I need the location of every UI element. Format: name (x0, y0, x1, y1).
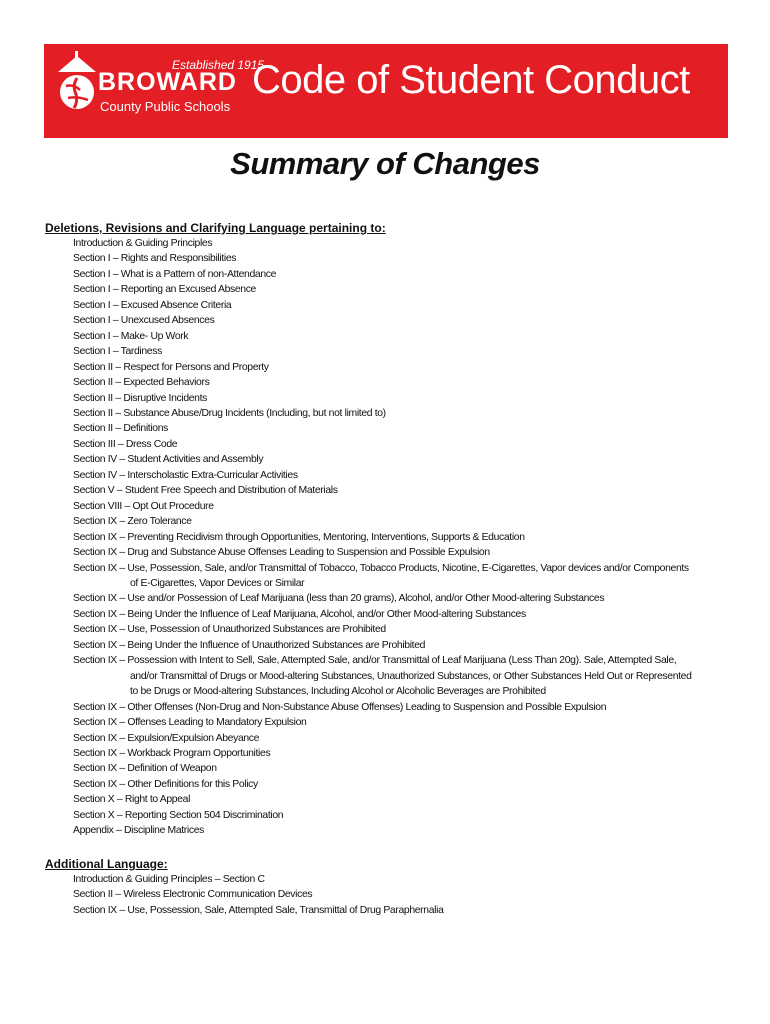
list-item-text: Section IX – Use, Possession, Sale, Attempted Sale, Transmittal of Drug Paraphernalia (73, 904, 444, 916)
list-item (73, 561, 733, 592)
list-item (73, 715, 733, 730)
page-title: Summary of Changes (230, 146, 540, 181)
list-item-text: Section IV – Student Activities and Assembly (73, 454, 264, 466)
list-item (73, 607, 733, 622)
list-item-text: Section X – Right to Appeal (73, 794, 191, 806)
list-item-text: Section I – Unexcused Absences (73, 315, 215, 327)
list-item (73, 808, 733, 823)
list-item-text: Section II – Expected Behaviors (73, 377, 210, 389)
list-item (73, 267, 733, 282)
list-item (73, 298, 733, 313)
list-item-text: Section X – Reporting Section 504 Discrimination (73, 809, 284, 821)
list-item-text: Introduction & Guiding Principles – Section C (73, 874, 265, 885)
list-item-text: Section II – Respect for Persons and Property (73, 361, 269, 373)
list-item-text: Section IX – Workback Program Opportunities (73, 747, 271, 759)
list-item-text: Section I – What is a Pattern of non-Attendance (73, 268, 277, 280)
list-item (73, 545, 733, 560)
list-item-text: Section IX – Definition of Weapon (73, 763, 217, 775)
list-item-text: Section IX – Use and/or Possession of Leaf Marijuana (less than 20 grams), Alcohol, and/or Other Mood-altering Substances (73, 593, 605, 605)
list-item-text: Section I – Tardiness (73, 346, 162, 358)
list-item-continuation: of E-Cigarettes, Vapor Devices or Similar (130, 577, 305, 589)
list-item (73, 251, 733, 266)
school-house-icon (54, 50, 100, 116)
list-item-text: Section IX – Use, Possession, Sale, and/or Transmittal of Tobacco, Tobacco Products, Nicotine, E-Cigarettes, Vapor devices and/or Components (73, 562, 689, 574)
list-item-text: Section II – Wireless Electronic Communication Devices (73, 889, 313, 901)
list-item (73, 653, 733, 699)
list-item-continuation: to be Drugs or Mood-altering Substances, Including Alcohol or Alcoholic Beverages are Prohibited (130, 686, 546, 698)
list-item-text: Section IX – Being Under the Influence of Unauthorized Substances are Prohibited (73, 639, 426, 651)
list-item-text: Section IX – Offenses Leading to Mandatory Expulsion (73, 717, 307, 729)
list-item (73, 483, 733, 498)
list-item (73, 792, 733, 807)
list-item-text: Section IX – Use, Possession of Unauthorized Substances are Prohibited (73, 624, 386, 636)
revisions-list (73, 236, 733, 839)
list-item (73, 700, 733, 715)
section-heading-revisions: Deletions, Revisions and Clarifying Language pertaining to: (45, 221, 386, 235)
list-item-text: Section I – Reporting an Excused Absence (73, 284, 256, 296)
list-item-text: Section IX – Other Definitions for this Policy (73, 778, 258, 790)
list-item (73, 731, 733, 746)
list-item-text: Section IX – Other Offenses (Non-Drug and Non-Substance Abuse Offenses) Leading to Suspension and Possible Expulsion (73, 701, 607, 713)
list-item-text: Section IX – Possession with Intent to Sell, Sale, Attempted Sale, and/or Transmittal of Leaf Marijuana (Less Than 20g). Sale, Attempted Sale, (73, 655, 677, 667)
list-item (73, 591, 733, 606)
list-item-text: Section VIII – Opt Out Procedure (73, 500, 214, 512)
list-item (73, 236, 733, 251)
list-item (73, 468, 733, 483)
list-item-text: Section I – Make- Up Work (73, 330, 189, 342)
list-item-text: Section IX – Expulsion/Expulsion Abeyance (73, 732, 260, 744)
list-item (73, 406, 733, 421)
list-item (73, 313, 733, 328)
list-item (73, 421, 733, 436)
list-item-text: Section IX – Preventing Recidivism through Opportunities, Mentoring, Interventions, Supports & Education (73, 531, 525, 543)
list-item (73, 777, 733, 792)
list-item (73, 887, 733, 902)
list-item (73, 823, 733, 838)
logo-name: BROWARD (98, 68, 237, 96)
list-item (73, 360, 733, 375)
list-item (73, 903, 733, 918)
list-item-text: Section II – Disruptive Incidents (73, 392, 207, 404)
list-item-text: Section I – Rights and Responsibilities (73, 253, 237, 265)
list-item (73, 375, 733, 390)
list-item-text: Section IX – Being Under the Influence of Leaf Marijuana, Alcohol, and/or Other Mood-altering Substances (73, 608, 526, 620)
list-item (73, 746, 733, 761)
broward-logo (54, 50, 265, 116)
list-item (73, 638, 733, 653)
additional-language-list (73, 872, 733, 918)
list-item (73, 329, 733, 344)
list-item-text: Section I – Excused Absence Criteria (73, 299, 232, 311)
list-item (73, 452, 733, 467)
list-item-text: Section IX – Drug and Substance Abuse Offenses Leading to Suspension and Possible Expulsion (73, 547, 490, 559)
logo-established-text: Established 1915 (172, 58, 265, 72)
list-item (73, 282, 733, 297)
list-item (73, 437, 733, 452)
list-item-text: Section III – Dress Code (73, 438, 178, 450)
logo-subtitle: County Public Schools (100, 99, 231, 114)
list-item-continuation: and/or Transmittal of Drugs or Mood-altering Substances, Unauthorized Substances, or Other Substances Held Out or Represented (130, 670, 692, 682)
list-item (73, 391, 733, 406)
list-item-text: Section II – Substance Abuse/Drug Incidents (Including, but not limited to) (73, 407, 386, 419)
list-item (73, 530, 733, 545)
list-item (73, 344, 733, 359)
list-item-text: Section IX – Zero Tolerance (73, 516, 192, 528)
list-item-text: Introduction & Guiding Principles (73, 238, 213, 249)
list-item (73, 872, 733, 887)
list-item (73, 499, 733, 514)
banner-title: Code of Student Conduct (252, 58, 690, 102)
header-banner (44, 44, 728, 138)
list-item (73, 622, 733, 637)
list-item (73, 761, 733, 776)
section-heading-additional: Additional Language: (45, 857, 168, 871)
list-item-text: Section IV – Interscholastic Extra-Curricular Activities (73, 469, 298, 481)
list-item-text: Section V – Student Free Speech and Distribution of Materials (73, 485, 338, 497)
list-item-text: Section II – Definitions (73, 423, 168, 435)
list-item (73, 514, 733, 529)
list-item-text: Appendix – Discipline Matrices (73, 825, 204, 837)
